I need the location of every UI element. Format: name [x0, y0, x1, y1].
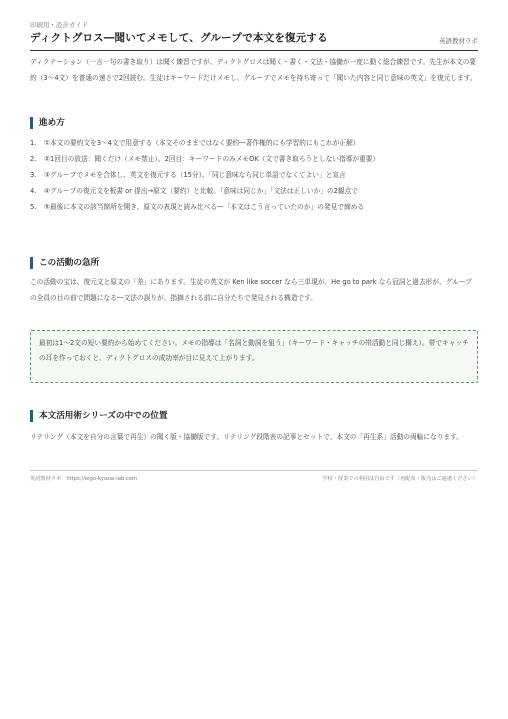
heading-accent-bar: [30, 257, 33, 269]
list-item: [30, 183, 478, 199]
list-item: [30, 151, 478, 167]
intro-paragraph: ディクテーション（一言一句の書き取り）は聞く練習ですが、ディクトグロスは聞く・書く・文法・協働が一度に動く総合練習です。先生が本文の要約（3〜4文）を普通の速さで2回読む。生徒はキーワードだけメモし、グループでメモを持ち寄って「聞いた内容と同じ意味の英文」を復元します。: [30, 58, 477, 82]
series-heading-text: 本文活用術シリーズの中での位置: [39, 411, 168, 421]
steps-heading: [30, 116, 478, 130]
key-point-heading-text: この活動の急所: [39, 258, 100, 268]
list-item: [30, 167, 478, 183]
step-text: ②1回目の放送：聞くだけ（メモ禁止）。2回目：キーワードのみメモOK（文で書き取ろうとしない指導が重要）: [44, 155, 380, 163]
footer-divider: [30, 470, 478, 471]
list-item: [30, 135, 478, 151]
step-text: ③グループでメモを合体し、英文を復元する（15分）。「同じ意味なら同じ単語でなくてよい」と宣言: [44, 171, 346, 179]
step-text: ④グループの復元文を板書 or 提出→原文（要約）と比較。「意味は同じか」「文法は正しいか」の2観点で: [44, 187, 358, 195]
step-number: 3.: [30, 171, 37, 179]
document-category: 印刷用・設計ガイド: [30, 21, 89, 29]
footer-usage-note: 学校・授業での利用は自由です（再配布・販売はご遠慮ください）: [322, 476, 478, 482]
step-text: ①本文の要約文を3〜4文で用意する（本文そのままではなく要約―著作権的にも学習的にもこれが正解）: [44, 139, 360, 147]
key-point-paragraph: この活動の宝は、復元文と原文の「差」にあります。生徒の英文が Ken like soccer なら三単現が、He go to park なら冠詞と過去形が、グループの全員の目の前で問題になる―文法の誤りが、指摘される前に自分たちで発見される構造です。: [30, 278, 472, 302]
brand-name: 英語教材ラボ: [439, 37, 478, 45]
step-number: 2.: [30, 155, 37, 163]
key-point-heading: [30, 256, 478, 270]
step-number: 4.: [30, 187, 37, 195]
footer-site-info: 英語教材ラボ https://eigo-kyozai-lab.com: [30, 476, 137, 482]
step-number: 5.: [30, 203, 37, 211]
heading-accent-bar: [30, 117, 33, 129]
list-item: [30, 199, 478, 215]
steps-heading-text: 進め方: [39, 118, 65, 128]
title-divider: [30, 50, 478, 51]
heading-accent-bar: [30, 410, 33, 422]
series-paragraph: リテリング（本文を自分の言葉で再生）の聞く版・協働版です。リテリング段階表の記事とセットで、本文の「再生系」活動の両輪になります。: [30, 433, 463, 441]
step-number: 1.: [30, 139, 37, 147]
page-title: ディクトグロス―聞いてメモして、グループで本文を復元する: [30, 32, 328, 44]
step-text: ⑤最後に本文の該当箇所を開き、原文の表現と読み比べる―「本文はこう言っていたのか」の発見で締める: [44, 203, 365, 211]
tip-box: 最初は1〜2文の短い要約から始めてください。メモの指導は「名詞と動詞を狙う」（キーワード・キャッチの帯活動と同じ構え）。帯でキャッチの耳を作っておくと、ディクトグロスの成功率が目に見えて上がります。: [30, 330, 478, 383]
steps-list: [30, 135, 478, 215]
series-heading: [30, 409, 478, 423]
